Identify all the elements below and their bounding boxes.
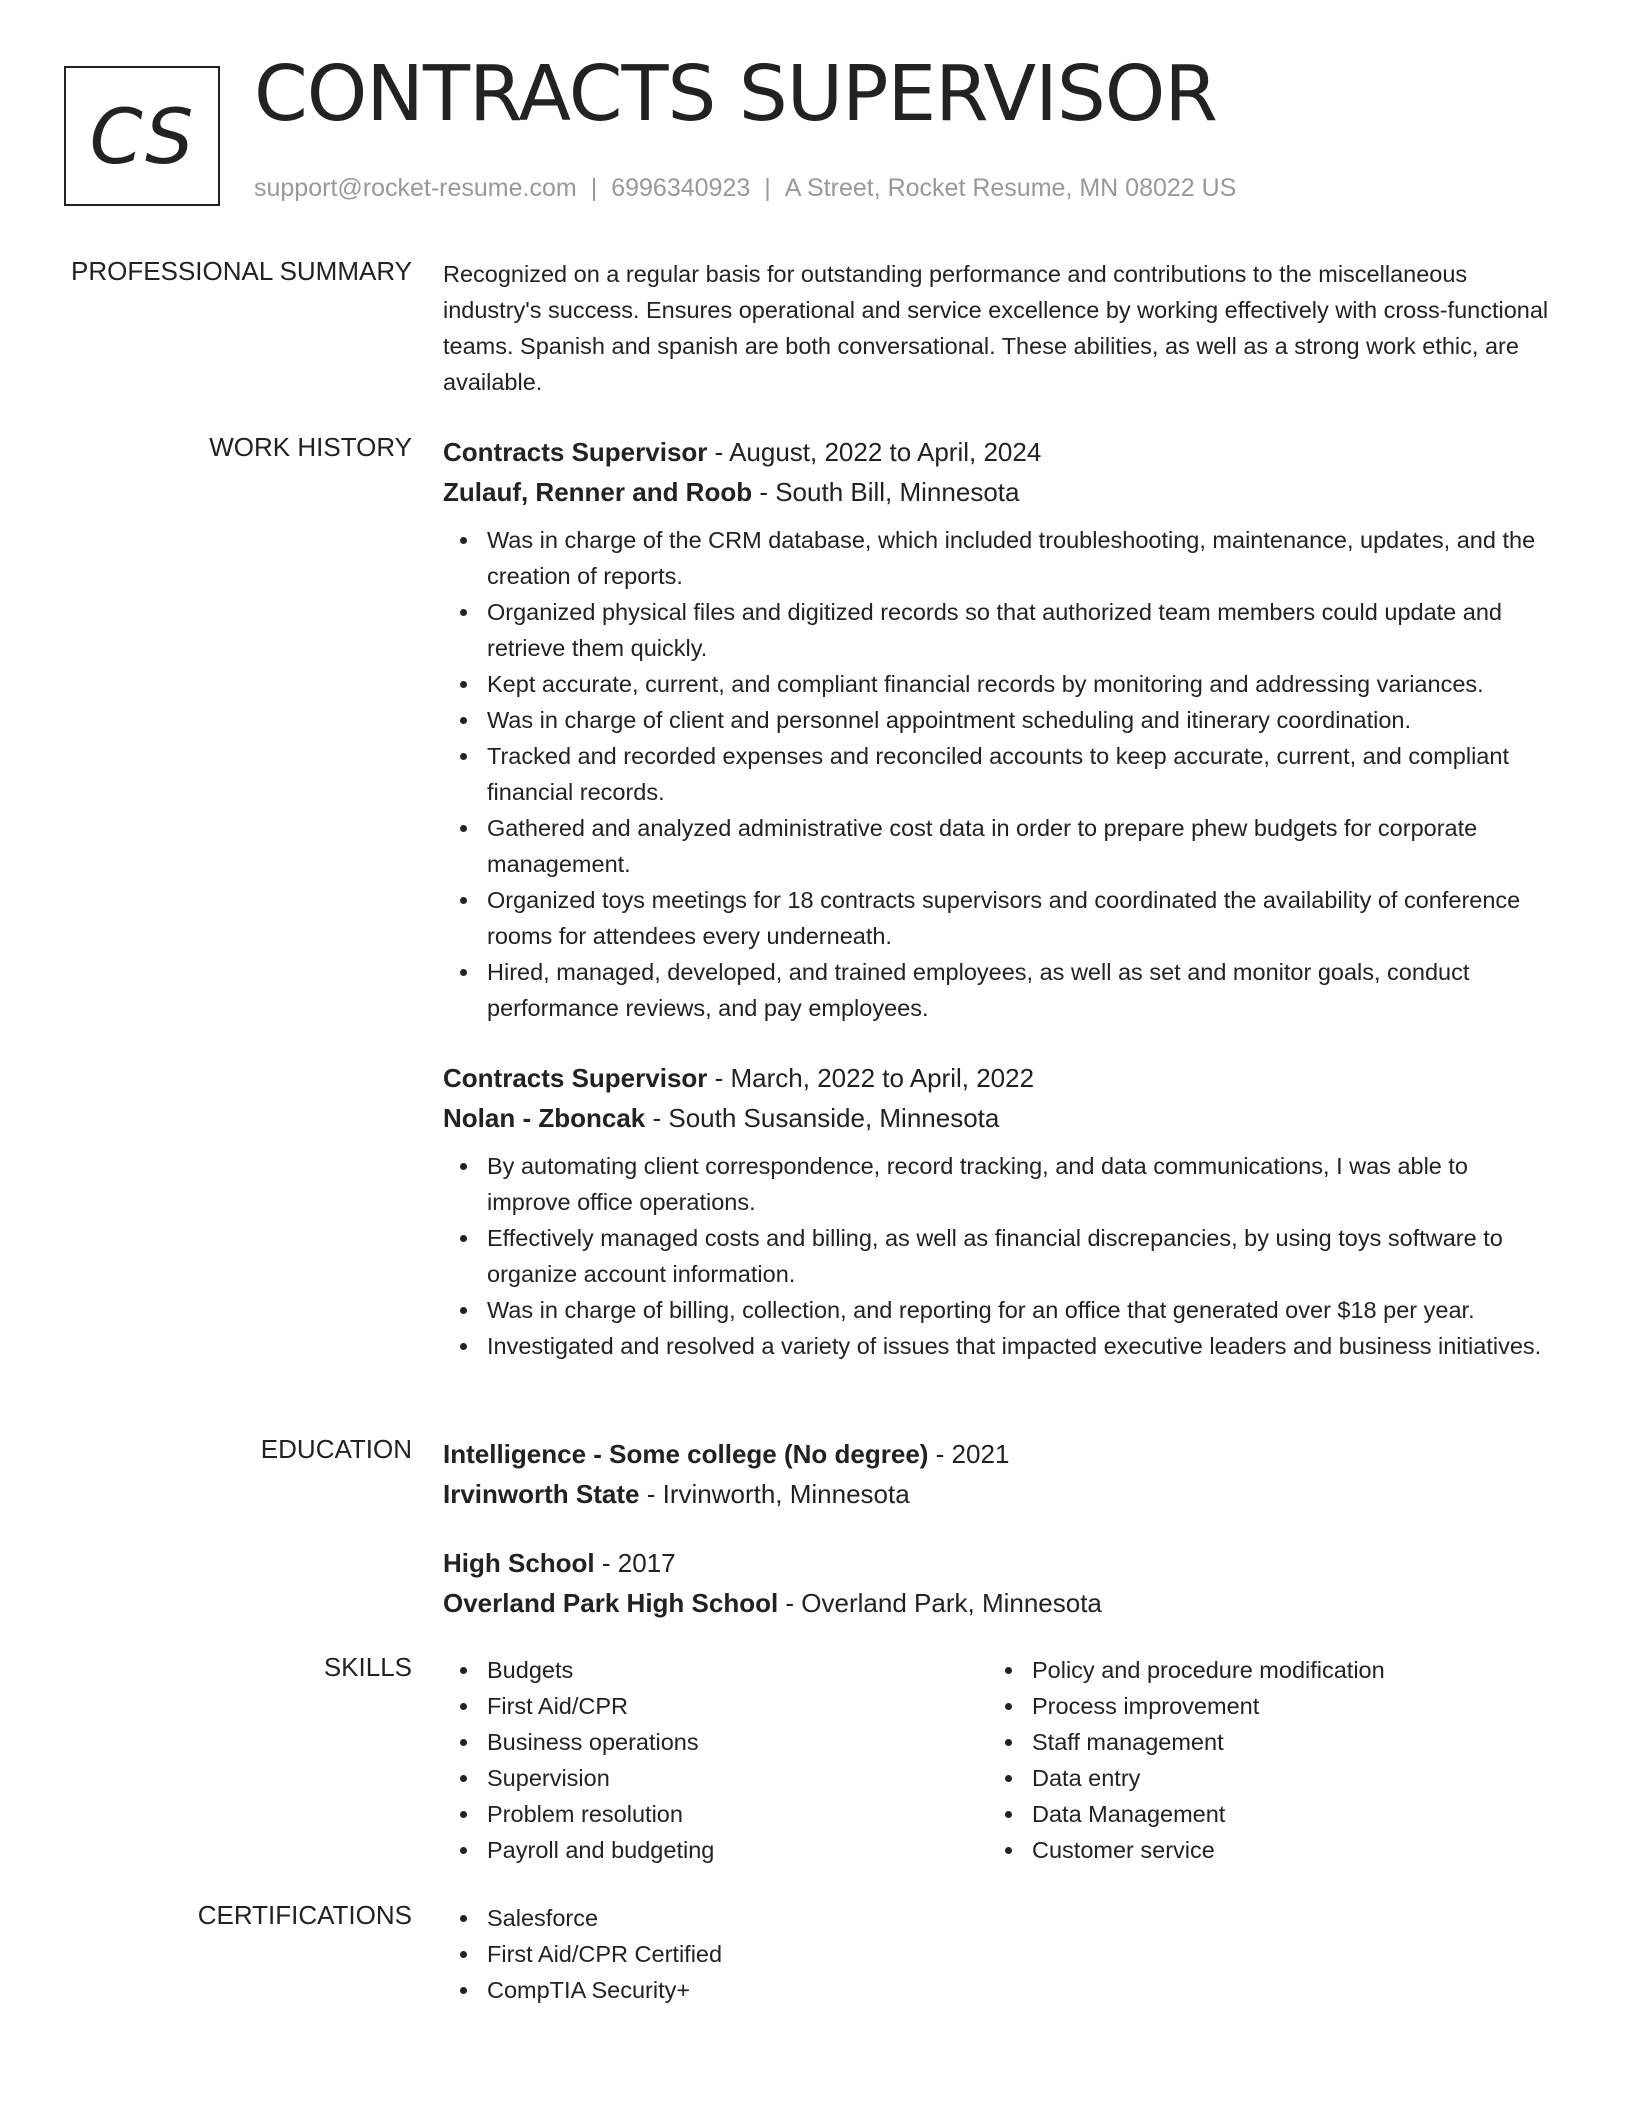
contact-separator: | (764, 174, 771, 202)
education-degree: Intelligence - Some college (No degree) (443, 1439, 929, 1469)
list-item: Investigated and resolved a variety of issues that impacted executive leaders and business initiatives. (487, 1328, 1553, 1364)
list-item: Organized physical files and digitized records so that authorized team members could update and retrieve them quickly. (487, 594, 1553, 666)
list-item: By automating client correspondence, record tracking, and data communications, I was able to improve office operations. (487, 1148, 1553, 1220)
list-item: Staff management (1032, 1724, 1533, 1760)
education-school-line (443, 1583, 1553, 1623)
email[interactable]: support@rocket-resume.com (254, 174, 577, 202)
education-degree-line (443, 1434, 1553, 1474)
list-item: Policy and procedure modification (1032, 1652, 1533, 1688)
list-item: CompTIA Security+ (487, 1972, 1553, 2008)
education-year: - 2021 (928, 1439, 1010, 1469)
section-label-education: EDUCATION (260, 1434, 412, 1464)
education-school-line (443, 1474, 1553, 1514)
job-title: Contracts Supervisor (443, 437, 708, 467)
list-item: Was in charge of client and personnel appointment scheduling and itinerary coordination. (487, 702, 1553, 738)
list-item: Business operations (487, 1724, 988, 1760)
monogram: CS (64, 66, 220, 206)
list-item: First Aid/CPR Certified (487, 1936, 1553, 1972)
resume-name: CONTRACTS SUPERVISOR (254, 50, 1217, 139)
list-item: Problem resolution (487, 1796, 988, 1832)
list-item: Kept accurate, current, and compliant financial records by monitoring and addressing variances. (487, 666, 1553, 702)
section-label-work-history: WORK HISTORY (209, 432, 412, 462)
summary-body (443, 256, 1553, 400)
education-school: Irvinworth State (443, 1479, 640, 1509)
list-item: Data Management (1032, 1796, 1533, 1832)
job-company-line (443, 472, 1553, 512)
education-body (443, 1434, 1553, 1514)
education-year: - 2017 (594, 1548, 676, 1578)
job-company: Nolan - Zboncak (443, 1103, 646, 1133)
skills-list-right (988, 1652, 1533, 1868)
education-degree-line (443, 1543, 1553, 1583)
list-item: Gathered and analyzed administrative cost data in order to prepare phew budgets for corporate management. (487, 810, 1553, 882)
work-history-body-2 (443, 1058, 1553, 1364)
list-item: Effectively managed costs and billing, as well as financial discrepancies, by using toys software to organize account information. (487, 1220, 1553, 1292)
phone[interactable]: 6996340923 (611, 174, 751, 202)
job-location: - South Susanside, Minnesota (645, 1103, 1000, 1133)
education-entry (443, 1543, 1553, 1623)
list-item: First Aid/CPR (487, 1688, 988, 1724)
education-degree: High School (443, 1548, 595, 1578)
section-label-certifications: CERTIFICATIONS (197, 1900, 412, 1930)
list-item: Process improvement (1032, 1688, 1533, 1724)
skills-column-left (443, 1652, 988, 1868)
certifications-body (443, 1900, 1553, 2008)
job-location: - South Bill, Minnesota (752, 477, 1020, 507)
job-title-line (443, 1058, 1553, 1098)
job-title: Contracts Supervisor (443, 1063, 708, 1093)
skills-body (443, 1652, 1553, 1868)
list-item: Was in charge of the CRM database, which included troubleshooting, maintenance, updates, and the creation of reports. (487, 522, 1553, 594)
certifications-list (443, 1900, 1553, 2008)
skills-columns (443, 1652, 1553, 1868)
contact-separator: | (590, 174, 598, 202)
list-item: Organized toys meetings for 18 contracts supervisors and coordinated the availability of conference rooms for attendees every underneath. (487, 882, 1553, 954)
list-item: Supervision (487, 1760, 988, 1796)
list-item: Customer service (1032, 1832, 1533, 1868)
job-entry (443, 1058, 1553, 1364)
contact-line (254, 174, 1236, 203)
list-item: Salesforce (487, 1900, 1553, 1936)
job-bullets (443, 1148, 1553, 1364)
summary-text: Recognized on a regular basis for outstanding performance and contributions to the miscellaneous industry's success. Ensures operational and service excellence by working effectively with cross-functional teams. Spanish and spanish are both conversational. These abilities, as well as a strong work ethic, are available. (443, 261, 1549, 395)
job-company: Zulauf, Renner and Roob (443, 477, 753, 507)
section-label-summary: PROFESSIONAL SUMMARY (71, 256, 412, 286)
skills-column-right (988, 1652, 1533, 1868)
list-item: Tracked and recorded expenses and reconciled accounts to keep accurate, current, and compliant financial records. (487, 738, 1553, 810)
address: A Street, Rocket Resume, MN 08022 US (784, 174, 1237, 202)
job-company-line (443, 1098, 1553, 1138)
skills-list-left (443, 1652, 988, 1868)
job-dates: - March, 2022 to April, 2022 (707, 1063, 1035, 1093)
job-bullets (443, 522, 1553, 1026)
list-item: Hired, managed, developed, and trained employees, as well as set and monitor goals, conduct performance reviews, and pay employees. (487, 954, 1553, 1026)
education-location: - Overland Park, Minnesota (778, 1588, 1102, 1618)
job-dates: - August, 2022 to April, 2024 (707, 437, 1042, 467)
section-label-skills: SKILLS (323, 1652, 412, 1682)
job-entry (443, 432, 1553, 1026)
education-school: Overland Park High School (443, 1588, 779, 1618)
work-history-body (443, 432, 1553, 1026)
list-item: Data entry (1032, 1760, 1533, 1796)
education-location: - Irvinworth, Minnesota (639, 1479, 910, 1509)
list-item: Payroll and budgeting (487, 1832, 988, 1868)
list-item: Budgets (487, 1652, 988, 1688)
education-body-2 (443, 1543, 1553, 1623)
education-entry (443, 1434, 1553, 1514)
job-title-line (443, 432, 1553, 472)
list-item: Was in charge of billing, collection, and reporting for an office that generated over $18 per year. (487, 1292, 1553, 1328)
